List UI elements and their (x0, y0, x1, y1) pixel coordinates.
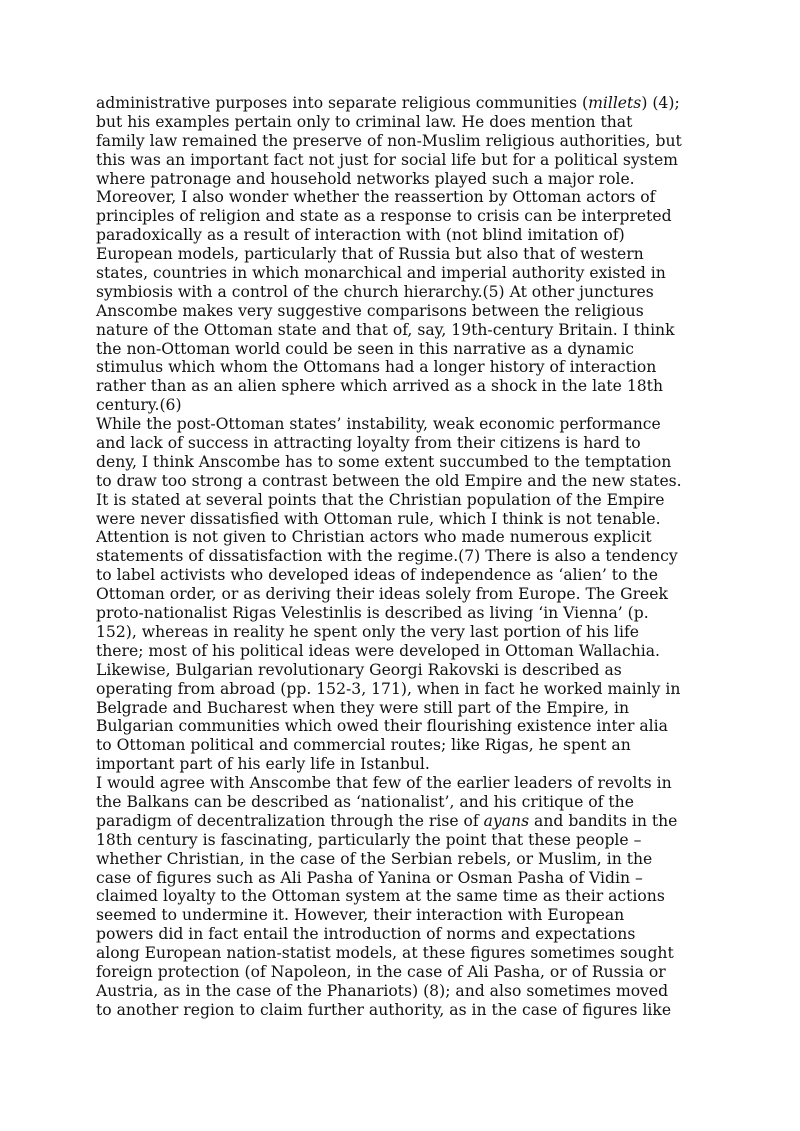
text-segment: ) (4); (641, 94, 680, 112)
text-segment: to Ottoman political and commercial routes; like Rigas, he spent an (96, 736, 631, 755)
text-line (96, 188, 706, 207)
text-segment: but his examples pertain only to criminal law. He does mention that (96, 112, 633, 131)
text-segment: I would agree with Anscombe that few of the earlier leaders of revolts in (96, 774, 672, 793)
text-line (96, 906, 706, 925)
text-segment: proto-nationalist Rigas Velestinlis is described as living ‘in Vienna’ (p. (96, 604, 649, 623)
text-line (96, 717, 706, 736)
paragraph (96, 94, 706, 415)
text-segment: 18th century is fascinating, particularly the point that these people – (96, 830, 642, 849)
text-segment: foreign protection (of Napoleon, in the case of Ali Pasha, or of Russia or (96, 962, 666, 981)
text-segment: principles of religion and state as a response to crisis can be interpreted (96, 207, 672, 226)
text-segment: administrative purposes into separate religious communities ( (96, 94, 589, 112)
text-line (96, 113, 706, 132)
text-line (96, 528, 706, 547)
text-line (96, 491, 706, 510)
text-segment: were never dissatisfied with Ottoman rule, which I think is not tenable. (96, 509, 661, 528)
text-line (96, 831, 706, 850)
text-line (96, 226, 706, 245)
text-segment: Austria, as in the case of the Phanariots) (8); and also sometimes moved (96, 981, 669, 1000)
text-line (96, 812, 706, 831)
text-line (96, 944, 706, 963)
text-line (96, 547, 706, 566)
text-line (96, 755, 706, 774)
text-segment: stimulus which whom the Ottomans had a longer history of interaction (96, 358, 657, 377)
text-segment: It is stated at several points that the Christian population of the Empire (96, 490, 665, 509)
text-line (96, 982, 706, 1001)
text-segment: there; most of his political ideas were developed in Ottoman Wallachia. (96, 641, 660, 660)
text-segment: important part of his early life in Istanbul. (96, 755, 430, 774)
text-line (96, 623, 706, 642)
text-line (96, 850, 706, 869)
text-line (96, 415, 706, 434)
text-segment: 152), whereas in reality he spent only the very last portion of his life (96, 622, 639, 641)
text-segment: Moreover, I also wonder whether the reassertion by Ottoman actors of (96, 188, 656, 207)
text-line (96, 453, 706, 472)
text-segment: operating from abroad (pp. 152-3, 171), when in fact he worked mainly in (96, 679, 681, 698)
text-line (96, 302, 706, 321)
text-segment: European models, particularly that of Russia but also that of western (96, 245, 644, 264)
text-segment: states, countries in which monarchical and imperial authority existed in (96, 264, 666, 283)
text-segment: symbiosis with a control of the church hierarchy.(5) At other junctures (96, 282, 654, 301)
text-line (96, 207, 706, 226)
text-segment: and lack of success in attracting loyalty from their citizens is hard to (96, 434, 641, 453)
text-segment: where patronage and household networks played such a major role. (96, 169, 635, 188)
text-line (96, 510, 706, 529)
text-segment: along European nation-statist models, at these figures sometimes sought (96, 944, 674, 963)
text-segment: family law remained the preserve of non-Muslim religious authorities, but (96, 131, 682, 150)
text-segment: the non-Ottoman world could be seen in this narrative as a dynamic (96, 339, 635, 358)
text-segment: While the post-Ottoman states’ instability, weak economic performance (96, 415, 661, 434)
text-segment: claimed loyalty to the Ottoman system at the same time as their actions (96, 887, 665, 906)
text-line (96, 151, 706, 170)
text-segment: Likewise, Bulgarian revolutionary Georgi Rakovski is described as (96, 660, 622, 679)
text-segment: paradigm of decentralization through the rise of (96, 811, 484, 830)
text-segment: whether Christian, in the case of the Serbian rebels, or Muslim, in the (96, 849, 653, 868)
paragraph (96, 774, 706, 1020)
text-line (96, 132, 706, 151)
text-line (96, 566, 706, 585)
text-segment: Anscombe makes very suggestive comparisons between the religious (96, 301, 644, 320)
text-segment: Attention is not given to Christian actors who made numerous explicit (96, 528, 652, 547)
text-line (96, 377, 706, 396)
text-line (96, 340, 706, 359)
text-line (96, 699, 706, 718)
text-segment: to another region to claim further authority, as in the case of figures like (96, 1000, 672, 1019)
text-line (96, 1001, 706, 1020)
text-line (96, 736, 706, 755)
text-line (96, 604, 706, 623)
text-segment: Ottoman order, or as deriving their ideas solely from Europe. The Greek (96, 585, 668, 604)
italic-term: ayans (483, 811, 530, 830)
text-segment: to label activists who developed ideas of independence as ‘alien’ to the (96, 566, 658, 585)
text-line (96, 358, 706, 377)
text-segment: the Balkans can be described as ‘nationalist’, and his critique of the (96, 792, 634, 811)
text-line (96, 245, 706, 264)
text-line (96, 661, 706, 680)
text-segment: paradoxically as a result of interaction with (not blind imitation of) (96, 226, 625, 245)
text-segment: Belgrade and Bucharest when they were still part of the Empire, in (96, 698, 629, 717)
text-line (96, 396, 706, 415)
text-line (96, 585, 706, 604)
text-segment: powers did in fact entail the introduction of norms and expectations (96, 925, 636, 944)
italic-term: millets (588, 94, 642, 112)
text-segment: this was an important fact not just for social life but for a political system (96, 150, 678, 169)
text-line (96, 887, 706, 906)
text-segment: statements of dissatisfaction with the regime.(7) There is also a tendency (96, 547, 678, 566)
text-line (96, 925, 706, 944)
text-segment: nature of the Ottoman state and that of, say, 19th-century Britain. I think (96, 320, 675, 339)
text-line (96, 170, 706, 189)
text-line (96, 94, 706, 113)
text-line (96, 264, 706, 283)
text-line (96, 321, 706, 340)
text-segment: seemed to undermine it. However, their interaction with European (96, 906, 625, 925)
text-line (96, 869, 706, 888)
text-segment: Bulgarian communities which owed their flourishing existence inter alia (96, 717, 668, 736)
document-body (96, 94, 706, 1020)
text-segment: to draw too strong a contrast between the old Empire and the new states. (96, 471, 682, 490)
text-line (96, 963, 706, 982)
text-segment: century.(6) (96, 396, 182, 415)
text-line (96, 680, 706, 699)
text-segment: deny, I think Anscombe has to some extent succumbed to the temptation (96, 452, 672, 471)
text-line (96, 434, 706, 453)
text-line (96, 793, 706, 812)
text-line (96, 774, 706, 793)
text-segment: case of figures such as Ali Pasha of Yanina or Osman Pasha of Vidin – (96, 868, 643, 887)
text-line (96, 283, 706, 302)
text-line (96, 642, 706, 661)
text-segment: and bandits in the (529, 811, 678, 830)
text-line (96, 472, 706, 491)
paragraph (96, 415, 706, 774)
text-segment: rather than as an alien sphere which arrived as a shock in the late 18th (96, 377, 663, 396)
